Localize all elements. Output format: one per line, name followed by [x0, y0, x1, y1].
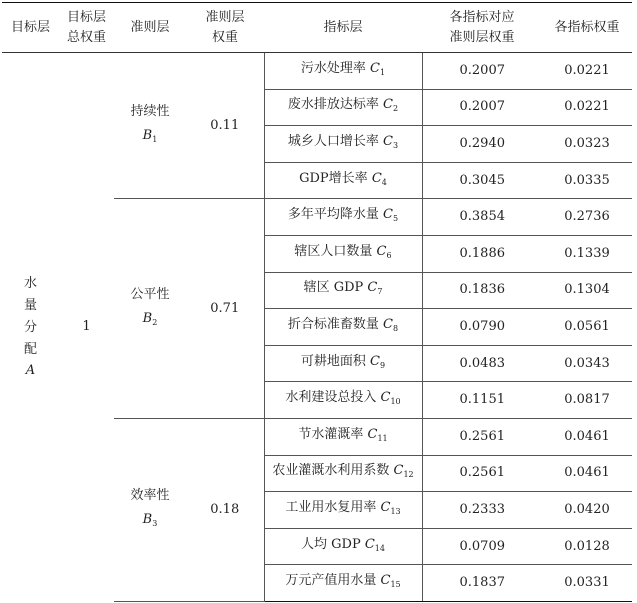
criterion-weight: 0.71 — [186, 199, 264, 419]
header-goal-weight-line2: 总权重 — [66, 29, 106, 45]
indicator-symbol: C — [380, 390, 391, 406]
indicator-criterion-weight: 0.1836 — [422, 272, 542, 309]
criterion-subscript: 2 — [152, 317, 158, 327]
criterion-symbol: B — [142, 127, 153, 143]
indicator-name: 城乡人口增长率 — [287, 133, 379, 149]
goal-total-weight: 1 — [82, 319, 91, 335]
indicator-criterion-weight: 0.0483 — [422, 345, 542, 382]
indicator-symbol: C — [383, 207, 393, 223]
indicator-name: 节水灌溉率 — [298, 426, 364, 442]
indicator-subscript: 15 — [390, 580, 401, 590]
indicator-cell — [264, 162, 422, 199]
indicator-name: 辖区 GDP — [303, 280, 364, 296]
indicator-subscript: 11 — [377, 433, 388, 443]
indicator-weight: 0.2736 — [542, 199, 632, 236]
indicator-weight: 0.0343 — [542, 345, 632, 382]
indicator-cell — [264, 345, 422, 382]
indicator-subscript: 14 — [374, 543, 385, 553]
indicator-criterion-weight: 0.2561 — [422, 418, 542, 455]
indicator-symbol: C — [370, 60, 380, 76]
criterion-cell — [114, 199, 186, 419]
indicator-weight: 0.0561 — [542, 309, 632, 346]
goal-cell — [2, 53, 59, 602]
indicator-weight: 0.0331 — [542, 565, 632, 602]
indicator-cell — [264, 126, 422, 163]
indicator-subscript: 1 — [380, 67, 386, 77]
indicator-cell — [264, 528, 422, 565]
header-criterion-layer: 准则层 — [114, 3, 186, 53]
indicator-weight: 0.1304 — [542, 272, 632, 309]
indicator-symbol: C — [383, 133, 393, 149]
indicator-cell — [264, 418, 422, 455]
indicator-subscript: 8 — [393, 323, 399, 333]
indicator-symbol: C — [383, 97, 393, 113]
indicator-criterion-weight: 0.2940 — [422, 126, 542, 163]
header-ind-to-crit-line1: 各指标对应 — [449, 9, 515, 25]
indicator-name: 万元产值用水量 — [285, 573, 377, 589]
indicator-name: 污水处理率 — [300, 60, 366, 76]
criterion-symbol: B — [142, 310, 153, 326]
indicator-subscript: 7 — [377, 287, 383, 297]
indicator-cell — [264, 235, 422, 272]
indicator-criterion-weight: 0.2333 — [422, 492, 542, 529]
indicator-cell — [264, 492, 422, 529]
indicator-name: 农业灌溉水利用系数 — [272, 463, 390, 479]
criterion-name: 持续性 — [130, 103, 170, 119]
table-body — [2, 53, 632, 602]
indicator-subscript: 5 — [393, 214, 399, 224]
indicator-weight: 0.0335 — [542, 162, 632, 199]
indicator-symbol: C — [367, 280, 378, 296]
indicator-criterion-weight: 0.2007 — [422, 53, 542, 90]
weight-table — [2, 2, 632, 602]
criterion-weight: 0.18 — [186, 418, 264, 601]
indicator-criterion-weight: 0.1837 — [422, 565, 542, 602]
header-criterion-weight-line2: 权重 — [211, 29, 238, 45]
indicator-symbol: C — [383, 316, 393, 332]
indicator-symbol: C — [380, 499, 391, 515]
indicator-cell — [264, 565, 422, 602]
indicator-weight: 0.0420 — [542, 492, 632, 529]
criterion-subscript: 3 — [152, 518, 158, 528]
header-indicator-weight: 各指标权重 — [542, 3, 632, 53]
indicator-subscript: 4 — [381, 177, 387, 187]
indicator-name: 可耕地面积 — [300, 353, 366, 369]
header-ind-to-crit-weight — [422, 3, 542, 53]
indicator-subscript: 6 — [386, 250, 392, 260]
indicator-name: 工业用水复用率 — [285, 499, 377, 515]
indicator-name: 辖区人口数量 — [294, 243, 373, 259]
header-criterion-weight-line1: 准则层 — [205, 9, 245, 25]
indicator-criterion-weight: 0.0790 — [422, 309, 542, 346]
indicator-criterion-weight: 0.2007 — [422, 89, 542, 126]
indicator-criterion-weight: 0.0709 — [422, 528, 542, 565]
header-ind-to-crit-line2: 准则层权重 — [449, 29, 515, 45]
goal-symbol: A — [25, 363, 36, 379]
criterion-name: 效率性 — [130, 487, 170, 503]
indicator-symbol: C — [370, 353, 380, 369]
indicator-subscript: 13 — [390, 506, 401, 516]
header-goal-weight — [59, 3, 114, 53]
indicator-cell — [264, 382, 422, 419]
indicator-criterion-weight: 0.2561 — [422, 455, 542, 492]
header-row — [2, 3, 632, 53]
criterion-weight: 0.11 — [186, 53, 264, 199]
indicator-weight: 0.0461 — [542, 455, 632, 492]
indicator-criterion-weight: 0.3854 — [422, 199, 542, 236]
indicator-subscript: 12 — [403, 470, 414, 480]
indicator-subscript: 3 — [393, 140, 399, 150]
indicator-cell — [264, 53, 422, 90]
goal-name: 水量分配 — [23, 276, 37, 358]
criterion-symbol: B — [142, 511, 153, 527]
criterion-cell — [114, 53, 186, 199]
indicator-criterion-weight: 0.3045 — [422, 162, 542, 199]
indicator-name: 多年平均降水量 — [287, 207, 379, 223]
indicator-weight: 0.1339 — [542, 235, 632, 272]
indicator-subscript: 9 — [380, 360, 386, 370]
criterion-cell — [114, 418, 186, 601]
header-goal-weight-line1: 目标层 — [66, 9, 106, 25]
table-row — [2, 53, 632, 90]
indicator-subscript: 10 — [390, 397, 401, 407]
indicator-name: GDP增长率 — [299, 170, 368, 186]
indicator-symbol: C — [371, 170, 382, 186]
criterion-subscript: 1 — [152, 134, 158, 144]
indicator-name: 废水排放达标率 — [287, 97, 379, 113]
indicator-weight: 0.0461 — [542, 418, 632, 455]
indicator-symbol: C — [380, 573, 391, 589]
indicator-cell — [264, 455, 422, 492]
indicator-symbol: C — [393, 463, 404, 479]
indicator-weight: 0.0817 — [542, 382, 632, 419]
indicator-symbol: C — [364, 536, 375, 552]
indicator-weight: 0.0221 — [542, 89, 632, 126]
indicator-cell — [264, 89, 422, 126]
indicator-cell — [264, 309, 422, 346]
indicator-criterion-weight: 0.1151 — [422, 382, 542, 419]
indicator-symbol: C — [376, 243, 387, 259]
header-indicator-layer: 指标层 — [264, 3, 422, 53]
header-criterion-weight — [186, 3, 264, 53]
indicator-weight: 0.0128 — [542, 528, 632, 565]
indicator-symbol: C — [367, 426, 378, 442]
indicator-name: 人均 GDP — [301, 536, 361, 552]
indicator-cell — [264, 199, 422, 236]
criterion-name: 公平性 — [130, 286, 170, 302]
indicator-weight: 0.0323 — [542, 126, 632, 163]
indicator-criterion-weight: 0.1886 — [422, 235, 542, 272]
indicator-cell — [264, 272, 422, 309]
indicator-weight: 0.0221 — [542, 53, 632, 90]
indicator-subscript: 2 — [393, 104, 399, 114]
header-goal-layer: 目标层 — [2, 3, 59, 53]
indicator-name: 折合标准畜数量 — [287, 316, 379, 332]
indicator-name: 水利建设总投入 — [285, 390, 377, 406]
